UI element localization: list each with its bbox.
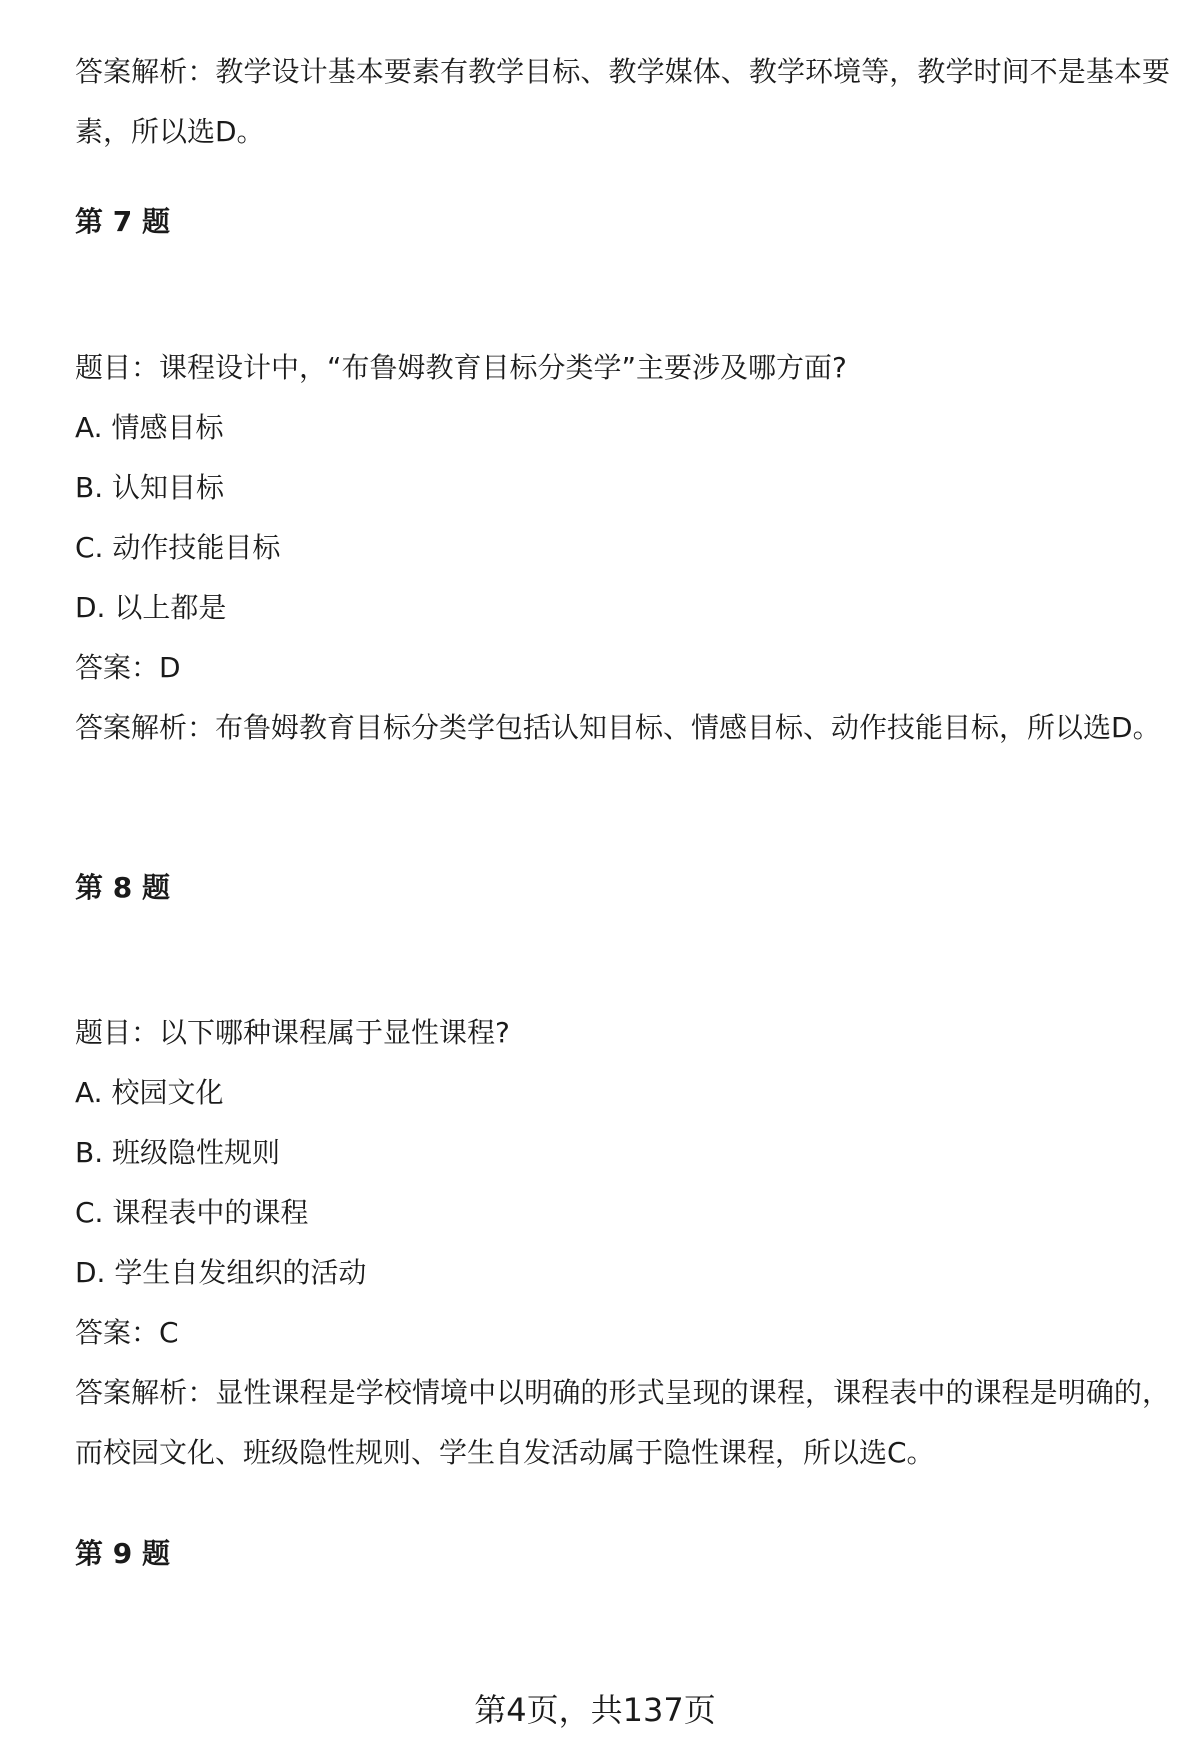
question-8-option-a: A. 校园文化 bbox=[75, 1076, 224, 1109]
question-9-heading: 第 9 题 bbox=[75, 1537, 170, 1570]
question-7-option-c: C. 动作技能目标 bbox=[75, 531, 281, 564]
question-7-option-b: B. 认知目标 bbox=[75, 471, 225, 504]
previous-explanation bbox=[75, 42, 1170, 162]
document-page bbox=[75, 0, 1170, 1755]
question-7-heading: 第 7 题 bbox=[75, 205, 170, 238]
question-7-option-d: D. 以上都是 bbox=[75, 591, 227, 624]
question-8-answer: 答案：C bbox=[75, 1316, 179, 1349]
question-8-option-d: D. 学生自发组织的活动 bbox=[75, 1256, 367, 1289]
question-7-answer: 答案：D bbox=[75, 651, 181, 684]
question-8-option-b: B. 班级隐性规则 bbox=[75, 1136, 281, 1169]
question-7 bbox=[75, 338, 1170, 758]
question-7-explanation: 答案解析：布鲁姆教育目标分类学包括认知目标、情感目标、动作技能目标，所以选D。 bbox=[75, 711, 1161, 744]
question-7-text: 题目：课程设计中，“布鲁姆教育目标分类学”主要涉及哪方面? bbox=[75, 351, 847, 384]
explanation-text: 答案解析：教学设计基本要素有教学目标、教学媒体、教学环境等，教学时间不是基本要素，所以选D。 bbox=[75, 55, 1170, 148]
question-8-text: 题目：以下哪种课程属于显性课程? bbox=[75, 1016, 510, 1049]
page-footer: 第4页，共137页 bbox=[474, 1691, 716, 1729]
question-8-explanation: 答案解析：显性课程是学校情境中以明确的形式呈现的课程，课程表中的课程是明确的，而校园文化、班级隐性规则、学生自发活动属于隐性课程，所以选C。 bbox=[75, 1376, 1170, 1469]
question-8-option-c: C. 课程表中的课程 bbox=[75, 1196, 309, 1229]
question-8 bbox=[75, 1003, 1170, 1483]
question-7-option-a: A. 情感目标 bbox=[75, 411, 224, 444]
question-8-heading: 第 8 题 bbox=[75, 871, 170, 904]
